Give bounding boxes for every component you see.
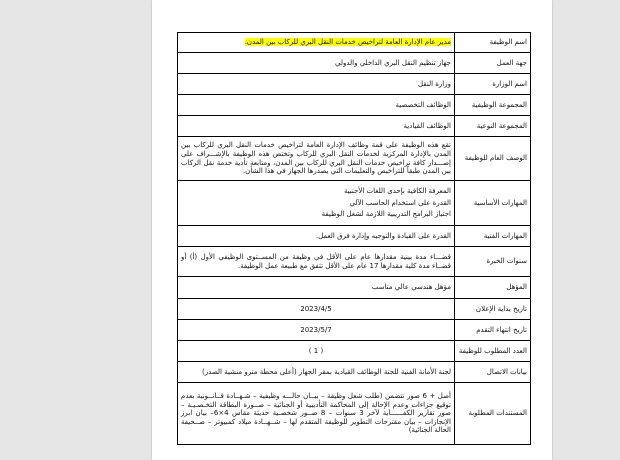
row-qualification (178, 277, 531, 299)
end-date-label: تاريخ انتهاء التقدم (455, 320, 531, 341)
documents-value: أصل + 6 صور تتضمن (طلب شغل وظيفة – بيــان حالـــه وظيفية – شـهــادة قــانــونية بعدم توقيع جزاءات وعدم الإحالة إلى المحاكمة التأديبية أو الجنائية – صــورة البطاقة التخـصـيـة – صور تقارير الكفــــــاية لآخر 3 سنوات – 8 صــور شخصـية حديثة مقاس 4×6– بيان ابرز الإنجازات – بيان مقترحات التطوير للوظيفة المتقدم لها – شــهــادة ميلاد كمبيوتر – صــحيفة الحالة الجنائية) (178, 383, 455, 445)
ministry-value: وزارة النقل (178, 74, 455, 95)
start-date-label: تاريخ بداية الإعلان (455, 299, 531, 320)
ministry-label: اسم الوزارة (455, 74, 531, 95)
row-job-group (178, 95, 531, 116)
count-value: ( 1 ) (178, 341, 455, 362)
row-employer (178, 53, 531, 74)
row-start-date (178, 299, 531, 320)
type-group-value: الوظائف القيادية (178, 116, 455, 137)
employer-value: جهاز تنظيم النقل البري الداخلي والدولي (178, 53, 455, 74)
job-title-label: اسم الوظيفة (455, 33, 531, 53)
description-label: الوصف العام للوظيفة (455, 137, 531, 181)
row-end-date (178, 320, 531, 341)
row-experience (178, 247, 531, 277)
description-value: تقع هذه الوظيفة على قمة وظائف الإدارة العامة لتراخيص خدمات النقل البري للركاب بين المدن بالإدارة المركزية لخدمات النقل البري للركاب وتختص هذه الوظيفة بالإشـــراف على إصـــدار كافة تراخيص خدمات النقل البري للركاب بين المدن، ومتابعة تأدية خدمة نقل الركاب بين المدن طبقاً للتراخيص والتعليمات التي يصدرها الجهاز في هذا الشأن. (178, 137, 455, 181)
start-date-value: 2023/4/5 (178, 299, 455, 320)
job-title-value (178, 33, 455, 53)
employer-label: جهة العمل (455, 53, 531, 74)
contact-label: بيانات الاتصال (455, 362, 531, 383)
type-group-label: المجموعة النوعية (455, 116, 531, 137)
experience-value: قضـــاء مدة بينية مقدارها عام على الأقل في وظيفة من المســتوى الوظيفي الأول (أ) أو قضــاء مدة كلية مقدارها 17 عام على الأقل تتفق مع طبيعة عمل الوظيفة. (178, 247, 455, 277)
row-description (178, 137, 531, 181)
basic-skill-item: المعرفة الكافية بإحدى اللغات الأجنبية (343, 187, 451, 196)
tech-skills-value: القدرة على القيادة والتوجيه وإدارة فرق العمل. (178, 226, 455, 247)
row-type-group (178, 116, 531, 137)
row-tech-skills (178, 226, 531, 247)
qualification-label: المؤهل (455, 277, 531, 299)
job-group-value: الوظائف التخصصية (178, 95, 455, 116)
job-group-label: المجموعة الوظيفية (455, 95, 531, 116)
basic-skill-item: اجتياز البرامج التدريبية اللازمة لشغل الوظيفة (321, 210, 451, 219)
job-posting-table (177, 32, 531, 445)
documents-label: المستندات المطلوبة (455, 383, 531, 445)
qualification-value: مؤهل هندسي عالي مناسب (178, 277, 455, 299)
tech-skills-label: المهارات الفنية (455, 226, 531, 247)
basic-skills-label: المهارات الأساسية (455, 181, 531, 226)
row-count (178, 341, 531, 362)
row-job-title (178, 33, 531, 53)
contact-value: لجنة الأمانة الفنية للجنة الوظائف القيادية بمقر الجهاز (أعلى محطة مترو منشية الصدر) (178, 362, 455, 383)
row-basic-skills (178, 181, 531, 226)
basic-skill-item: القدرة على استخدام الحاسب الآلي (349, 198, 451, 207)
row-contact (178, 362, 531, 383)
experience-label: سنوات الخبرة (455, 247, 531, 277)
end-date-value: 2023/5/7 (178, 320, 455, 341)
count-label: العدد المطلوب للوظيفة (455, 341, 531, 362)
document-page (152, 0, 552, 460)
row-ministry (178, 74, 531, 95)
row-documents (178, 383, 531, 445)
basic-skills-value (178, 181, 455, 226)
job-title-highlight: مدير عام الإدارة العامة لتراخيص خدمات النقل البري للركاب بين المدن. (244, 38, 451, 47)
